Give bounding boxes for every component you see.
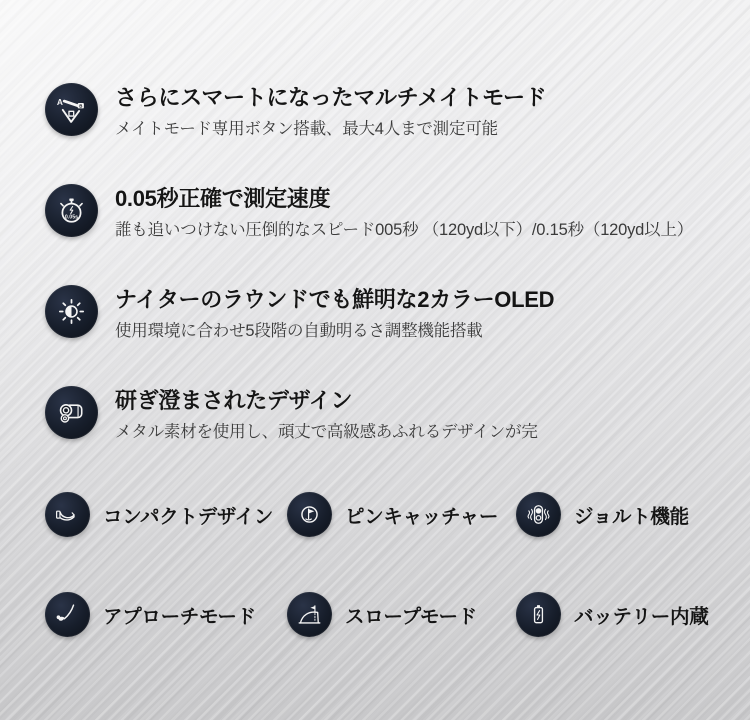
battery-bolt-icon (516, 592, 561, 637)
icon-label-speed: 0.05s (64, 214, 79, 221)
multi-mate-measure-icon (45, 83, 98, 136)
badge-grid (45, 492, 708, 692)
feature-title: 0.05秒正確で測定速度 (115, 186, 331, 211)
badge-label: ピンキャッチャー (345, 505, 499, 528)
feature-desc: 誰も追いつけない圧倒的なスピード005秒 （120yd以下）/0.15秒（120yd以上） (115, 221, 694, 239)
feature-title: さらにスマートになったマルチメイトモード (115, 85, 547, 110)
badge-label: アプローチモード (103, 605, 256, 628)
feature-desc: メタル素材を使用し、頑丈で高級感あふれるデザインが完 (115, 423, 538, 441)
feature-design (45, 386, 693, 487)
approach-golf-club-icon (45, 592, 90, 637)
slope-hill-flag-icon (287, 592, 332, 637)
badge-jolt (516, 492, 689, 537)
feature-desc: 使用環境に合わせ5段階の自動明るさ調整機能搭載 (115, 322, 483, 340)
badge-pin-catcher (287, 492, 516, 537)
badge-approach-mode (45, 592, 287, 637)
badge-compact-design (45, 492, 287, 537)
feature-speed (45, 184, 693, 285)
brightness-icon (45, 285, 98, 338)
badge-label: スロープモード (345, 605, 477, 628)
badge-row-2 (45, 592, 708, 692)
rangefinder-device-icon (45, 386, 98, 439)
badge-row-1 (45, 492, 708, 592)
badge-battery (516, 592, 708, 637)
feature-multi-mate (45, 83, 693, 184)
hand-compact-icon (45, 492, 90, 537)
jolt-vibration-icon (516, 492, 561, 537)
stopwatch-icon (45, 184, 98, 237)
icon-label-b: B (79, 103, 83, 109)
pin-catcher-flag-icon (287, 492, 332, 537)
badge-label: コンパクトデザイン (103, 505, 274, 528)
badge-label: ジョルト機能 (574, 505, 689, 528)
feature-desc: メイトモード専用ボタン搭載、最大4人まで測定可能 (115, 120, 498, 138)
badge-slope-mode (287, 592, 516, 637)
feature-title: ナイターのラウンドでも鮮明な2カラーOLED (115, 287, 555, 312)
feature-title: 研ぎ澄まされたデザイン (115, 388, 353, 413)
badge-label: バッテリー内蔵 (574, 605, 709, 628)
feature-oled (45, 285, 693, 386)
icon-label-a: A (56, 97, 63, 108)
feature-list (45, 83, 693, 487)
